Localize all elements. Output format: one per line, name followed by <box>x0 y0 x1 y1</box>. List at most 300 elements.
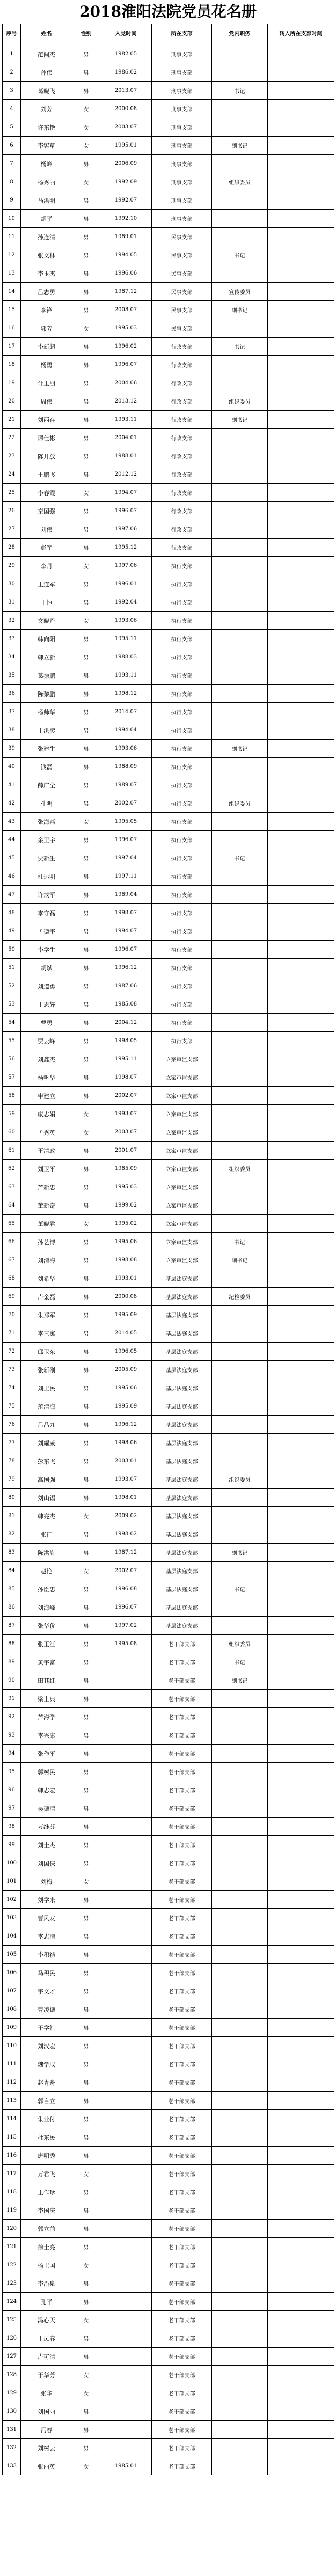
cell-name: 芦新忠 <box>21 1178 72 1196</box>
cell-gender: 男 <box>72 886 100 904</box>
table-row <box>3 191 334 210</box>
cell-join-date <box>100 1708 152 1726</box>
cell-party-role <box>212 2366 268 2384</box>
cell-transfer-date <box>268 1014 334 1032</box>
cell-index: 38 <box>3 721 21 740</box>
cell-gender: 男 <box>72 2073 100 2092</box>
cell-join-date <box>100 2201 152 2220</box>
table-row <box>3 904 334 922</box>
cell-index: 72 <box>3 1343 21 1361</box>
cell-party-role <box>212 1818 268 1836</box>
cell-index: 15 <box>3 301 21 319</box>
cell-name: 王作珍 <box>21 2183 72 2201</box>
cell-branch: 行政支部 <box>152 447 212 465</box>
cell-transfer-date <box>268 539 334 557</box>
cell-index: 73 <box>3 1361 21 1379</box>
cell-name: 张玉江 <box>21 1635 72 1653</box>
cell-branch: 民事支部 <box>152 246 212 264</box>
cell-gender: 女 <box>72 1215 100 1233</box>
cell-index: 48 <box>3 904 21 922</box>
table-row <box>3 264 334 283</box>
cell-branch: 立案审监支部 <box>152 1233 212 1251</box>
cell-join-date: 1996.07 <box>100 831 152 849</box>
cell-transfer-date <box>268 1087 334 1105</box>
cell-transfer-date <box>268 1964 334 1982</box>
table-row <box>3 886 334 904</box>
cell-party-role <box>212 1379 268 1397</box>
cell-transfer-date <box>268 45 334 63</box>
cell-transfer-date <box>268 1854 334 1872</box>
cell-branch: 老干部支部 <box>152 1726 212 1745</box>
cell-transfer-date <box>268 2201 334 2220</box>
cell-gender: 男 <box>72 776 100 794</box>
cell-branch: 执行支部 <box>152 922 212 941</box>
cell-index: 31 <box>3 593 21 612</box>
cell-transfer-date <box>268 1251 334 1269</box>
cell-transfer-date <box>268 246 334 264</box>
cell-branch: 执行支部 <box>152 813 212 831</box>
cell-party-role <box>212 1525 268 1544</box>
cell-gender: 男 <box>72 228 100 246</box>
cell-join-date <box>100 1964 152 1982</box>
cell-index: 90 <box>3 1671 21 1690</box>
cell-branch: 老干部支部 <box>152 1781 212 1799</box>
cell-join-date <box>100 2439 152 2457</box>
cell-index: 130 <box>3 2402 21 2421</box>
cell-party-role <box>212 319 268 338</box>
cell-gender: 男 <box>72 1160 100 1178</box>
cell-transfer-date <box>268 1452 334 1470</box>
cell-name: 孔平 <box>21 2293 72 2311</box>
cell-gender: 女 <box>72 118 100 137</box>
cell-gender: 男 <box>72 2274 100 2293</box>
cell-gender: 男 <box>72 740 100 758</box>
cell-index: 57 <box>3 1068 21 1087</box>
table-row <box>3 2019 334 2037</box>
cell-index: 91 <box>3 1690 21 1708</box>
cell-join-date <box>100 2183 152 2201</box>
table-row <box>3 1361 334 1379</box>
cell-name: 刘山锡 <box>21 1489 72 1507</box>
cell-party-role: 书记 <box>212 1580 268 1598</box>
table-row <box>3 246 334 264</box>
cell-gender: 男 <box>72 1726 100 1745</box>
cell-transfer-date <box>268 630 334 648</box>
cell-branch: 老干部支部 <box>152 1964 212 1982</box>
cell-join-date <box>100 1653 152 1671</box>
cell-name: 李国庆 <box>21 2201 72 2220</box>
cell-transfer-date <box>268 264 334 283</box>
cell-join-date <box>100 1891 152 1909</box>
cell-branch: 基层法庭支部 <box>152 1324 212 1343</box>
cell-transfer-date <box>268 1068 334 1087</box>
cell-index: 93 <box>3 1726 21 1745</box>
cell-party-role: 副书记 <box>212 740 268 758</box>
table-row <box>3 2147 334 2165</box>
cell-join-date: 1996.07 <box>100 502 152 520</box>
cell-join-date: 1996.07 <box>100 356 152 374</box>
cell-gender: 男 <box>72 1379 100 1397</box>
cell-gender: 男 <box>72 264 100 283</box>
table-row <box>3 2165 334 2183</box>
cell-transfer-date <box>268 1196 334 1215</box>
cell-index: 87 <box>3 1617 21 1635</box>
cell-index: 105 <box>3 1946 21 1964</box>
cell-join-date <box>100 2220 152 2238</box>
cell-party-role <box>212 1178 268 1196</box>
cell-join-date: 1998.01 <box>100 1489 152 1507</box>
cell-name: 万继芬 <box>21 1818 72 1836</box>
cell-branch: 执行支部 <box>152 740 212 758</box>
cell-branch: 立案审监支部 <box>152 1087 212 1105</box>
cell-transfer-date <box>268 2073 334 2092</box>
table-row <box>3 794 334 813</box>
cell-index: 58 <box>3 1087 21 1105</box>
cell-party-role <box>212 264 268 283</box>
cell-gender: 男 <box>72 191 100 210</box>
cell-gender: 男 <box>72 392 100 411</box>
cell-name: 于学礼 <box>21 2019 72 2037</box>
cell-transfer-date <box>268 1562 334 1580</box>
cell-transfer-date <box>268 666 334 685</box>
cell-index: 32 <box>3 612 21 630</box>
cell-join-date: 1992.04 <box>100 593 152 612</box>
table-row <box>3 1470 334 1489</box>
cell-branch: 老干部支部 <box>152 2238 212 2256</box>
cell-index: 21 <box>3 411 21 429</box>
cell-transfer-date <box>268 1142 334 1160</box>
cell-branch: 立案审监支部 <box>152 1215 212 1233</box>
table-row <box>3 1452 334 1470</box>
cell-branch: 民事支部 <box>152 319 212 338</box>
cell-index: 34 <box>3 648 21 666</box>
cell-name: 孟德宇 <box>21 922 72 941</box>
cell-party-role: 纪检委员 <box>212 1288 268 1306</box>
cell-transfer-date <box>268 228 334 246</box>
cell-index: 65 <box>3 1215 21 1233</box>
cell-gender: 男 <box>72 2238 100 2256</box>
cell-party-role <box>212 575 268 593</box>
cell-gender: 男 <box>72 2293 100 2311</box>
table-row <box>3 1251 334 1269</box>
cell-branch: 老干部支部 <box>152 2421 212 2439</box>
cell-party-role <box>212 813 268 831</box>
cell-branch: 老干部支部 <box>152 1982 212 2000</box>
cell-party-role <box>212 2183 268 2201</box>
cell-join-date <box>100 2055 152 2073</box>
table-row <box>3 1562 334 1580</box>
table-row <box>3 228 334 246</box>
table-row <box>3 1799 334 1818</box>
table-row <box>3 1416 334 1434</box>
cell-party-role <box>212 630 268 648</box>
table-row <box>3 867 334 886</box>
cell-transfer-date <box>268 356 334 374</box>
cell-join-date: 1985.01 <box>100 2457 152 2475</box>
cell-transfer-date <box>268 82 334 100</box>
cell-branch: 行政支部 <box>152 539 212 557</box>
cell-transfer-date <box>268 2055 334 2073</box>
cell-name: 杨帆华 <box>21 1068 72 1087</box>
cell-branch: 刑事支部 <box>152 191 212 210</box>
cell-gender: 男 <box>72 2147 100 2165</box>
cell-join-date <box>100 2238 152 2256</box>
cell-party-role <box>212 1452 268 1470</box>
cell-name: 徐士亮 <box>21 2238 72 2256</box>
cell-index: 88 <box>3 1635 21 1653</box>
cell-name: 韩立新 <box>21 648 72 666</box>
cell-party-role <box>212 502 268 520</box>
cell-party-role <box>212 2147 268 2165</box>
cell-transfer-date <box>268 2293 334 2311</box>
cell-name: 李志清 <box>21 1927 72 1946</box>
cell-branch: 老干部支部 <box>152 2000 212 2019</box>
table-row <box>3 1598 334 1617</box>
table-row <box>3 1215 334 1233</box>
table-row <box>3 1014 334 1032</box>
cell-gender: 男 <box>72 1708 100 1726</box>
table-row <box>3 1708 334 1726</box>
cell-join-date: 1985.08 <box>100 995 152 1014</box>
table-row <box>3 411 334 429</box>
cell-join-date: 1988.09 <box>100 758 152 776</box>
cell-index: 41 <box>3 776 21 794</box>
cell-transfer-date <box>268 1105 334 1123</box>
cell-name: 秦国强 <box>21 502 72 520</box>
cell-branch: 老干部支部 <box>152 1891 212 1909</box>
cell-party-role <box>212 1781 268 1799</box>
cell-transfer-date <box>268 977 334 995</box>
cell-transfer-date <box>268 1598 334 1617</box>
cell-party-role <box>212 2220 268 2238</box>
cell-index: 89 <box>3 1653 21 1671</box>
table-row <box>3 1617 334 1635</box>
cell-gender: 男 <box>72 338 100 356</box>
cell-gender: 男 <box>72 1361 100 1379</box>
table-row <box>3 2421 334 2439</box>
header-name: 姓名 <box>21 24 72 45</box>
table-row <box>3 630 334 648</box>
member-table <box>2 24 334 2475</box>
cell-join-date <box>100 1872 152 1891</box>
cell-gender: 男 <box>72 520 100 539</box>
cell-transfer-date <box>268 155 334 173</box>
cell-gender: 女 <box>72 813 100 831</box>
cell-transfer-date <box>268 1891 334 1909</box>
cell-gender: 男 <box>72 1544 100 1562</box>
cell-party-role <box>212 1269 268 1288</box>
cell-transfer-date <box>268 1379 334 1397</box>
cell-gender: 男 <box>72 1671 100 1690</box>
cell-transfer-date <box>268 703 334 721</box>
cell-join-date <box>100 1818 152 1836</box>
cell-branch: 老干部支部 <box>152 2128 212 2147</box>
cell-gender: 男 <box>72 1452 100 1470</box>
cell-gender: 男 <box>72 2092 100 2110</box>
cell-index: 42 <box>3 794 21 813</box>
cell-party-role <box>212 1014 268 1032</box>
cell-gender: 男 <box>72 1653 100 1671</box>
cell-branch: 执行支部 <box>152 831 212 849</box>
cell-join-date <box>100 1854 152 1872</box>
cell-branch: 老干部支部 <box>152 1909 212 1927</box>
cell-branch: 执行支部 <box>152 776 212 794</box>
cell-branch: 执行支部 <box>152 612 212 630</box>
cell-transfer-date <box>268 210 334 228</box>
cell-transfer-date <box>268 557 334 575</box>
cell-branch: 立案审监支部 <box>152 1196 212 1215</box>
cell-join-date: 1995.08 <box>100 1635 152 1653</box>
cell-party-role <box>212 1434 268 1452</box>
cell-index: 108 <box>3 2000 21 2019</box>
cell-gender: 男 <box>72 539 100 557</box>
cell-branch: 基层法庭支部 <box>152 1525 212 1544</box>
cell-gender: 女 <box>72 173 100 191</box>
cell-index: 113 <box>3 2092 21 2110</box>
cell-index: 62 <box>3 1160 21 1178</box>
table-row <box>3 740 334 758</box>
cell-party-role <box>212 886 268 904</box>
cell-party-role <box>212 959 268 977</box>
header-branch: 所在支部 <box>152 24 212 45</box>
cell-transfer-date <box>268 374 334 392</box>
cell-party-role <box>212 1215 268 1233</box>
cell-index: 54 <box>3 1014 21 1032</box>
table-row <box>3 1196 334 1215</box>
cell-branch: 基层法庭支部 <box>152 1288 212 1306</box>
cell-index: 30 <box>3 575 21 593</box>
table-row <box>3 831 334 849</box>
cell-index: 36 <box>3 685 21 703</box>
cell-name: 于华芳 <box>21 2366 72 2384</box>
cell-branch: 执行支部 <box>152 867 212 886</box>
cell-branch: 执行支部 <box>152 886 212 904</box>
cell-gender: 女 <box>72 2366 100 2384</box>
cell-party-role <box>212 1306 268 1324</box>
cell-branch: 老干部支部 <box>152 2055 212 2073</box>
cell-join-date: 1995.09 <box>100 1397 152 1416</box>
cell-join-date <box>100 2384 152 2402</box>
table-row <box>3 1671 334 1690</box>
cell-join-date: 1996.06 <box>100 264 152 283</box>
cell-join-date: 1998.02 <box>100 1525 152 1544</box>
table-row <box>3 2329 334 2348</box>
cell-name: 曹凌德 <box>21 2000 72 2019</box>
cell-transfer-date <box>268 1927 334 1946</box>
cell-index: 19 <box>3 374 21 392</box>
cell-gender: 男 <box>72 758 100 776</box>
cell-name: 张丽英 <box>21 2457 72 2475</box>
cell-name: 郭自立 <box>21 2092 72 2110</box>
cell-transfer-date <box>268 1032 334 1050</box>
cell-join-date: 1995.06 <box>100 1233 152 1251</box>
cell-transfer-date <box>268 1489 334 1507</box>
cell-join-date: 2014.05 <box>100 1324 152 1343</box>
cell-party-role <box>212 191 268 210</box>
cell-party-role <box>212 2293 268 2311</box>
cell-index: 71 <box>3 1324 21 1343</box>
cell-name: 朱业付 <box>21 2110 72 2128</box>
cell-name: 李三寓 <box>21 1324 72 1343</box>
table-row <box>3 2201 334 2220</box>
cell-index: 117 <box>3 2165 21 2183</box>
table-row <box>3 137 334 155</box>
cell-branch: 老干部支部 <box>152 2110 212 2128</box>
cell-gender: 男 <box>72 356 100 374</box>
cell-name: 张建生 <box>21 740 72 758</box>
cell-branch: 立案审监支部 <box>152 1123 212 1142</box>
cell-join-date: 1994.07 <box>100 922 152 941</box>
cell-branch: 行政支部 <box>152 520 212 539</box>
table-row <box>3 666 334 685</box>
table-row <box>3 685 334 703</box>
table-row <box>3 995 334 1014</box>
table-row <box>3 447 334 465</box>
cell-name: 孟秀英 <box>21 1123 72 1142</box>
cell-gender: 男 <box>72 1909 100 1927</box>
cell-index: 112 <box>3 2073 21 2092</box>
cell-party-role <box>212 1507 268 1525</box>
cell-transfer-date <box>268 1799 334 1818</box>
header-party-role: 党内职务 <box>212 24 268 45</box>
cell-name: 杨勇 <box>21 356 72 374</box>
cell-join-date: 2004.06 <box>100 374 152 392</box>
cell-join-date: 1995.03 <box>100 319 152 338</box>
cell-branch: 刑事支部 <box>152 100 212 118</box>
cell-party-role: 副书记 <box>212 1671 268 1690</box>
cell-name: 刘耀威 <box>21 1434 72 1452</box>
cell-index: 60 <box>3 1123 21 1142</box>
cell-index: 6 <box>3 137 21 155</box>
cell-party-role <box>212 63 268 82</box>
table-row <box>3 1306 334 1324</box>
cell-name: 张新刚 <box>21 1361 72 1379</box>
cell-name: 张文林 <box>21 246 72 264</box>
table-row <box>3 1489 334 1507</box>
table-row <box>3 1288 334 1306</box>
cell-transfer-date <box>268 1635 334 1653</box>
cell-name: 孙艺博 <box>21 1233 72 1251</box>
cell-branch: 老干部支部 <box>152 1836 212 1854</box>
cell-name: 刘鑫杰 <box>21 1050 72 1068</box>
cell-index: 14 <box>3 283 21 301</box>
cell-transfer-date <box>268 1123 334 1142</box>
cell-party-role <box>212 1964 268 1982</box>
cell-transfer-date <box>268 1726 334 1745</box>
cell-index: 2 <box>3 63 21 82</box>
cell-transfer-date <box>268 1525 334 1544</box>
table-row <box>3 319 334 338</box>
cell-name: 谭佳彬 <box>21 429 72 447</box>
cell-gender: 男 <box>72 1489 100 1507</box>
cell-index: 63 <box>3 1178 21 1196</box>
cell-branch: 老干部支部 <box>152 1872 212 1891</box>
cell-gender: 男 <box>72 1818 100 1836</box>
cell-party-role <box>212 2402 268 2421</box>
cell-name: 刘西存 <box>21 411 72 429</box>
cell-gender: 男 <box>72 2348 100 2366</box>
cell-transfer-date <box>268 1617 334 1635</box>
cell-index: 52 <box>3 977 21 995</box>
cell-index: 129 <box>3 2384 21 2402</box>
cell-gender: 男 <box>72 1068 100 1087</box>
table-row <box>3 173 334 191</box>
cell-index: 123 <box>3 2274 21 2293</box>
cell-join-date: 2000.08 <box>100 100 152 118</box>
cell-index: 61 <box>3 1142 21 1160</box>
table-row <box>3 1032 334 1050</box>
cell-party-role <box>212 2128 268 2147</box>
